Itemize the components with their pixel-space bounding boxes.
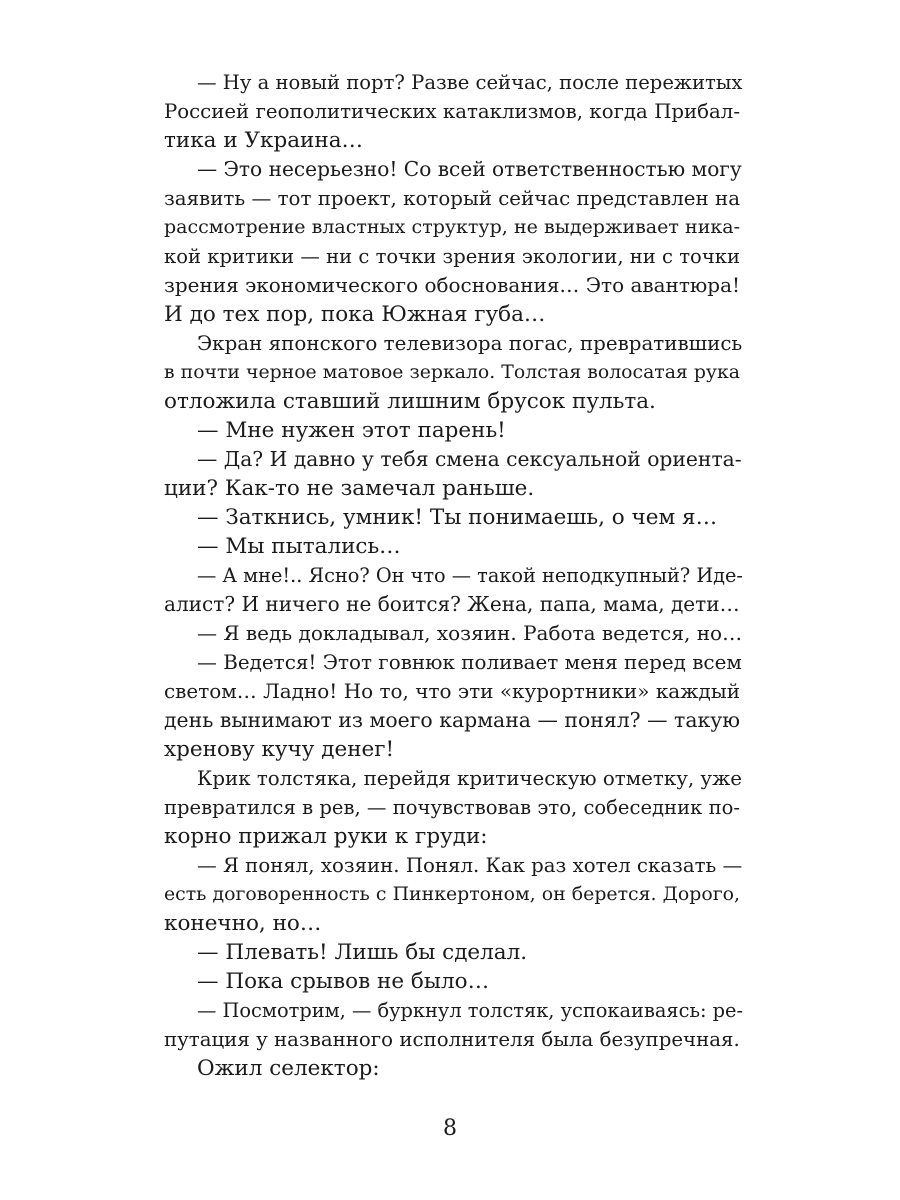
text-line: зрения экономического обоснования… Это авантюра! xyxy=(164,273,740,297)
text-line: — Я ведь докладывал, хозяин. Работа ведется, но… xyxy=(197,621,743,645)
text-line: — Мы пытались… xyxy=(197,534,401,559)
paragraph xyxy=(164,1054,740,1083)
page-body xyxy=(164,68,744,1083)
paragraph xyxy=(164,445,740,503)
text-line: корно прижал руки к груди: xyxy=(164,824,488,849)
text-line: путация у названного исполнителя была безупречная. xyxy=(164,1028,740,1051)
text-line: светом… Ладно! Но то, что эти «курортники» каждый xyxy=(164,679,740,703)
text-line: рассмотрение властных структур, не выдерживает ника- xyxy=(164,216,740,238)
text-line: ции? Как-то не замечал раньше. xyxy=(164,476,535,501)
text-line: И до тех пор, пока Южная губа… xyxy=(164,302,546,327)
text-line: Экран японского телевизора погас, превратившись xyxy=(197,332,743,355)
paragraph xyxy=(164,619,743,648)
text-line: — Ведется! Этот говнюк поливает меня перед всем xyxy=(197,651,742,674)
text-line: — Я понял, хозяин. Понял. Как раз хотел сказать — xyxy=(197,854,743,877)
text-line: хренову кучу денег! xyxy=(164,737,395,762)
text-line: конечно, но… xyxy=(164,911,322,936)
text-line: день вынимают из моего кармана — понял? — такую xyxy=(164,708,740,732)
page-number: 8 xyxy=(443,1116,457,1141)
text-line: — А мне!.. Ясно? Он что — такой неподкупный? Иде- xyxy=(197,564,743,587)
text-line: заявить — тот проект, который сейчас представлен на xyxy=(164,187,740,210)
text-line: — Это несерьезно! Со всей ответственностью могу xyxy=(197,157,742,181)
paragraph xyxy=(164,416,740,445)
text-line: — Заткнись, умник! Ты понимаешь, о чем я… xyxy=(197,505,718,530)
paragraph xyxy=(164,329,743,416)
text-line: Россией геополитических катаклизмов, когда Прибал- xyxy=(164,100,740,123)
paragraph xyxy=(164,68,743,155)
paragraph xyxy=(164,996,744,1054)
text-line: — Посмотрим, — буркнул толстяк, успокаиваясь: ре- xyxy=(197,999,744,1022)
paragraph xyxy=(164,648,740,764)
paragraph xyxy=(164,503,740,532)
text-line: есть договоренность с Пинкертоном, он берется. Дорого, xyxy=(164,883,740,905)
paragraph xyxy=(164,155,740,329)
text-line: превратился в рев, — почувствовав это, собеседник по- xyxy=(164,796,740,819)
text-line: — Пока срывов не было… xyxy=(197,969,490,994)
text-line: отложила ставший лишним брусок пульта. xyxy=(164,389,656,414)
text-line: кой критики — ни с точки зрения экологии, ни с точки xyxy=(164,245,740,268)
text-line: — Плевать! Лишь бы сделал. xyxy=(197,940,528,965)
text-line: в почти черное матовое зеркало. Толстая волосатая рука xyxy=(164,362,740,383)
paragraph xyxy=(164,764,743,851)
text-line: — Мне нужен этот парень! xyxy=(197,418,506,443)
paragraph xyxy=(164,967,740,996)
text-line: — Да? И давно у тебя смена сексуальной ориента- xyxy=(197,447,742,471)
text-line: алист? И ничего не боится? Жена, папа, мама, дети… xyxy=(164,592,740,616)
paragraph xyxy=(164,851,743,938)
text-line: тика и Украина… xyxy=(164,128,364,153)
text-line: Крик толстяка, перейдя критическую отметку, уже xyxy=(197,767,743,790)
text-line: — Ну а новый порт? Разве сейчас, после пережитых xyxy=(197,71,743,94)
paragraph xyxy=(164,532,740,561)
text-line: Ожил селектор: xyxy=(197,1056,380,1081)
paragraph xyxy=(164,938,740,967)
paragraph xyxy=(164,561,743,619)
